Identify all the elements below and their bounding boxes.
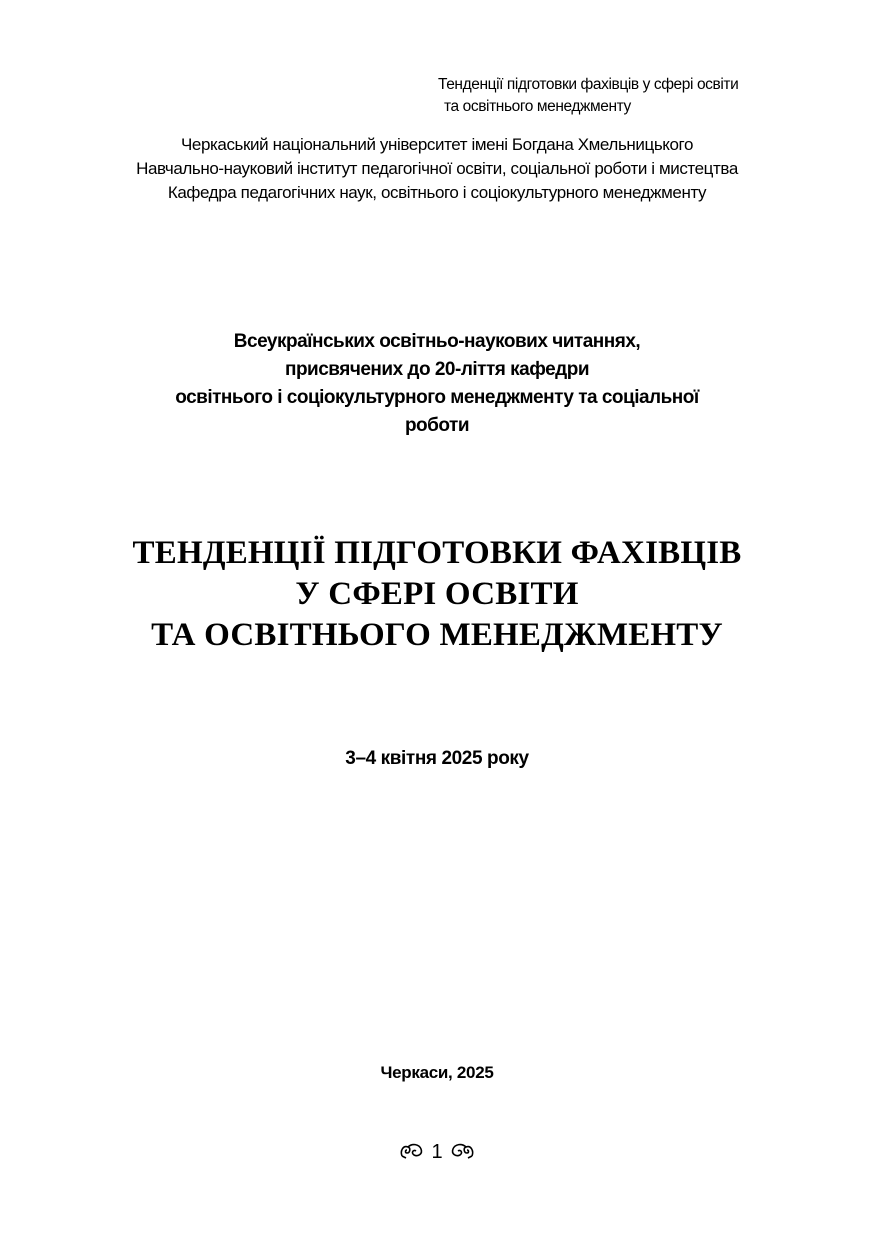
page-footer bbox=[0, 1140, 874, 1164]
title-line-3: ТА ОСВІТНЬОГО МЕНЕДЖМЕНТУ bbox=[151, 617, 723, 653]
event-description bbox=[0, 328, 874, 440]
event-line-2: присвячених до 20-ліття кафедри bbox=[284, 359, 590, 380]
title-line-1: ТЕНДЕНЦІЇ ПІДГОТОВКИ ФАХІВЦІВ bbox=[132, 535, 742, 571]
university-name: Черкаський національний університет імені Богдана Хмельницького bbox=[180, 135, 694, 154]
event-line-3: освітнього і соціокультурного менеджменту та соціальної bbox=[175, 387, 699, 408]
department-name: Кафедра педагогічних наук, освітнього і соціокультурного менеджменту bbox=[167, 183, 707, 202]
event-line-4: роботи bbox=[404, 415, 470, 436]
institute-name: Навчально-науковий інститут педагогічної освіти, соціальної роботи і мистецтва bbox=[136, 159, 738, 178]
ornament-left-icon bbox=[399, 1140, 425, 1164]
running-header-line-2: та освітнього менеджменту bbox=[444, 98, 631, 115]
document-title bbox=[0, 533, 874, 656]
running-header-line-1: Тенденції підготовки фахівців у сфері освіти bbox=[438, 76, 739, 93]
city-year: Черкаси, 2025 bbox=[380, 1063, 494, 1082]
affiliation-block bbox=[0, 133, 874, 205]
event-line-1: Всеукраїнських освітньо-наукових читаннях, bbox=[233, 331, 641, 352]
running-header bbox=[438, 74, 778, 118]
event-dates: 3–4 квітня 2025 року bbox=[345, 748, 529, 769]
ornament-right-icon bbox=[449, 1140, 475, 1164]
title-line-2: У СФЕРІ ОСВІТИ bbox=[295, 576, 579, 612]
page-number: 1 bbox=[431, 1140, 443, 1163]
